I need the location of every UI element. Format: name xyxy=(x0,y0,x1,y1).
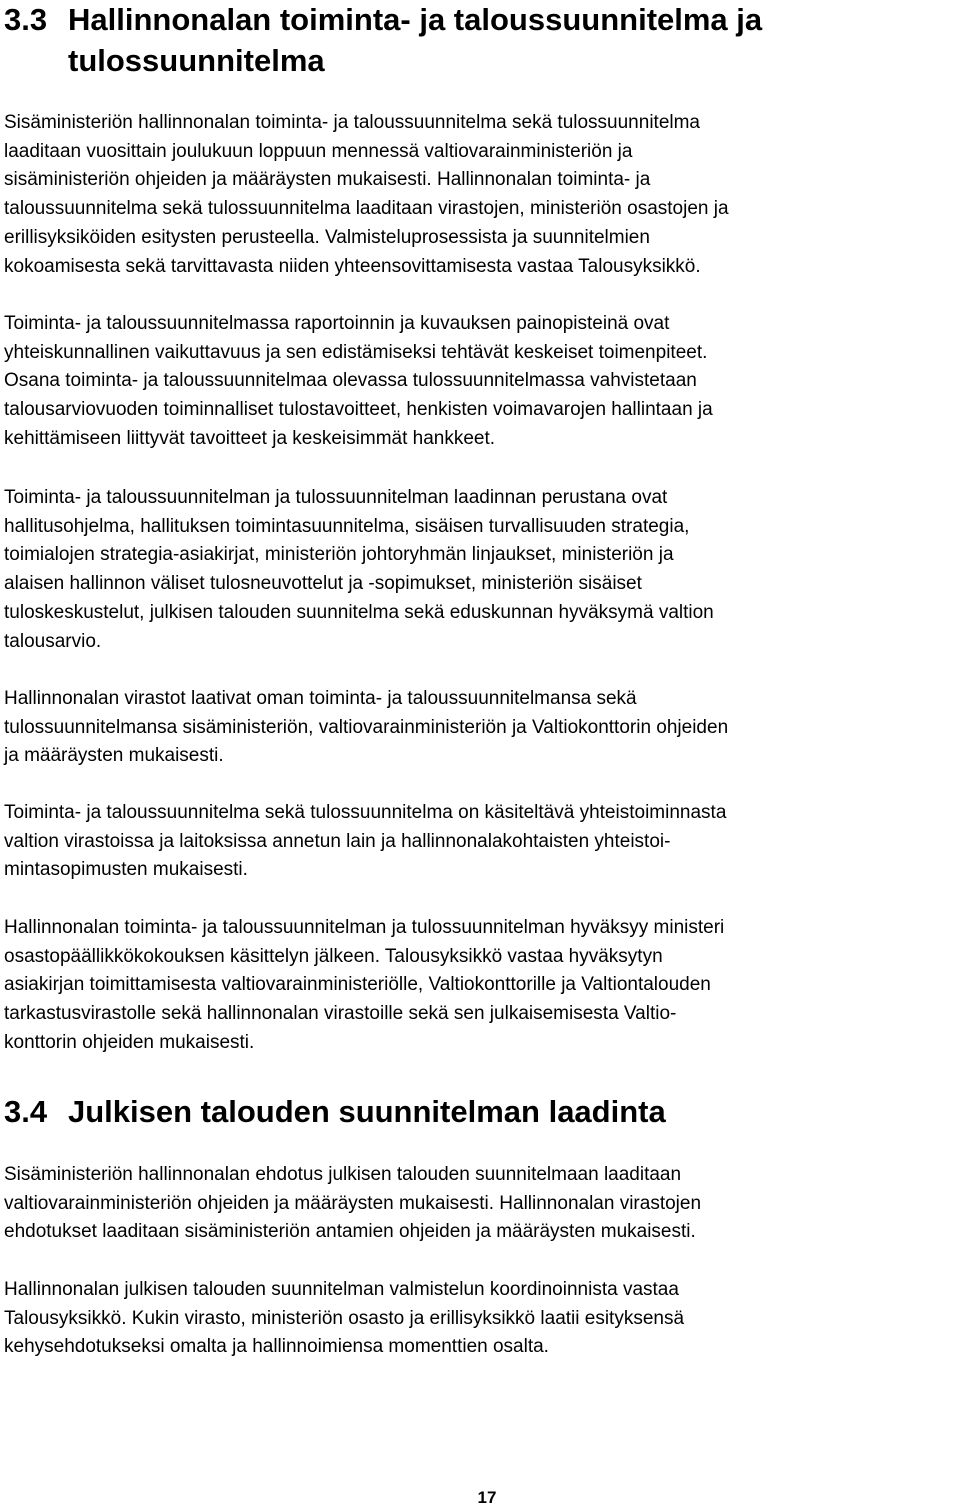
text-line: Hallinnonalan toiminta- ja taloussuunnitelman ja tulossuunnitelman hyväksyy ministeri xyxy=(4,917,725,938)
text-line: Toiminta- ja taloussuunnitelman ja tulossuunnitelman laadinnan perustana ovat xyxy=(4,487,668,508)
paragraph xyxy=(4,310,960,454)
section-number: 3.4 xyxy=(4,1094,48,1129)
text-line: hallitusohjelma, hallituksen toimintasuunnitelma, sisäisen turvallisuuden strategia, xyxy=(4,515,690,537)
text-line: mintasopimusten mukaisesti. xyxy=(4,859,248,881)
section-heading-3-3 xyxy=(4,2,762,78)
text-line: alaisen hallinnon väliset tulosneuvottelut ja -sopimukset, ministeriön sisäiset xyxy=(4,573,642,595)
text-line: tulossuunnitelmansa sisäministeriön, valtiovarainministeriön ja Valtiokonttorin ohjeiden xyxy=(4,716,729,738)
text-line: kokoamisesta sekä tarvittavasta niiden yhteensovittamisesta vastaa Talousyksikkö. xyxy=(4,255,701,277)
section-number: 3.3 xyxy=(4,2,48,37)
text-line: Toiminta- ja taloussuunnitelma sekä tulossuunnitelma on käsiteltävä yhteistoiminnasta xyxy=(4,802,727,823)
text-line: valtion virastoissa ja laitoksissa annetun lain ja hallinnonalakohtaisten yhteistoi- xyxy=(4,830,671,852)
text-line: Sisäministeriön hallinnonalan toiminta- ja taloussuunnitelma sekä tulossuunnitelma xyxy=(4,112,700,133)
text-line: sisäministeriön ohjeiden ja määräysten mukaisesti. Hallinnonalan toiminta- ja xyxy=(4,169,651,191)
text-line: laaditaan vuosittain joulukuun loppuun mennessä valtiovarainministeriön ja xyxy=(4,140,633,162)
section-title-line: Hallinnonalan toiminta- ja taloussuunnitelma ja xyxy=(68,2,763,37)
text-line: konttorin ohjeiden mukaisesti. xyxy=(4,1031,255,1053)
text-line: talousarvio. xyxy=(4,630,102,652)
text-line: asiakirjan toimittamisesta valtiovarainministeriölle, Valtiokonttorille ja Valtiontalouden xyxy=(4,974,711,996)
text-line: yhteiskunnallinen vaikuttavuus ja sen edistämiseksi tehtävät keskeiset toimenpiteet. xyxy=(4,341,708,363)
text-line: kehittämiseen liittyvät tavoitteet ja keskeisimmät hankkeet. xyxy=(4,427,496,449)
text-line: kehysehdotukseksi omalta ja hallinnoimiensa momenttien osalta. xyxy=(4,1336,549,1358)
paragraph xyxy=(4,1276,960,1362)
paragraph xyxy=(4,914,960,1058)
text-line: Talousyksikkö. Kukin virasto, ministeriön osasto ja erillisyksikkö laatii esityksensä xyxy=(4,1307,685,1329)
paragraph xyxy=(4,109,960,281)
paragraph xyxy=(4,799,960,885)
text-line: talousarviovuoden toiminnalliset tulostavoitteet, henkisten voimavarojen hallintaan ja xyxy=(4,399,713,421)
text-line: Hallinnonalan julkisen talouden suunnitelman valmistelun koordinoinnista vastaa xyxy=(4,1279,679,1300)
text-line: Sisäministeriön hallinnonalan ehdotus julkisen talouden suunnitelmaan laaditaan xyxy=(4,1164,682,1185)
text-line: toimialojen strategia-asiakirjat, ministeriön johtoryhmän linjaukset, ministeriön ja xyxy=(4,544,674,566)
text-line: tuloskeskustelut, julkisen talouden suunnitelma sekä eduskunnan hyväksymä valtion xyxy=(4,601,714,623)
text-line: Toiminta- ja taloussuunnitelmassa raportoinnin ja kuvauksen painopisteinä ovat xyxy=(4,313,670,334)
text-line: erillisyksiköiden esitysten perusteella. Valmisteluprosessista ja suunnitelmien xyxy=(4,226,650,248)
text-line: Osana toiminta- ja taloussuunnitelmaa olevassa tulossuunnitelmassa vahvistetaan xyxy=(4,370,697,392)
text-line: tarkastusvirastolle sekä hallinnonalan virastoille sekä sen julkaisemisesta Valtio- xyxy=(4,1003,677,1025)
text-line: osastopäällikkökokouksen käsittelyn jälkeen. Talousyksikkö vastaa hyväksytyn xyxy=(4,945,663,967)
page-number: 17 xyxy=(477,1488,497,1507)
text-line: ja määräysten mukaisesti. xyxy=(4,745,224,767)
section-title-line: Julkisen talouden suunnitelman laadinta xyxy=(68,1094,666,1129)
text-line: ehdotukset laaditaan sisäministeriön antamien ohjeiden ja määräysten mukaisesti. xyxy=(4,1221,696,1243)
section-title-line: tulossuunnitelma xyxy=(68,43,325,78)
text-line: valtiovarainministeriön ohjeiden ja määräysten mukaisesti. Hallinnonalan virastojen xyxy=(4,1192,702,1214)
paragraph xyxy=(4,484,960,656)
paragraph xyxy=(4,685,960,771)
text-line: taloussuunnitelma sekä tulossuunnitelma laaditaan virastojen, ministeriön osastojen ja xyxy=(4,198,729,220)
text-line: Hallinnonalan virastot laativat oman toiminta- ja taloussuunnitelmansa sekä xyxy=(4,688,637,709)
section-heading-3-4 xyxy=(4,1094,666,1129)
paragraph xyxy=(4,1161,960,1247)
